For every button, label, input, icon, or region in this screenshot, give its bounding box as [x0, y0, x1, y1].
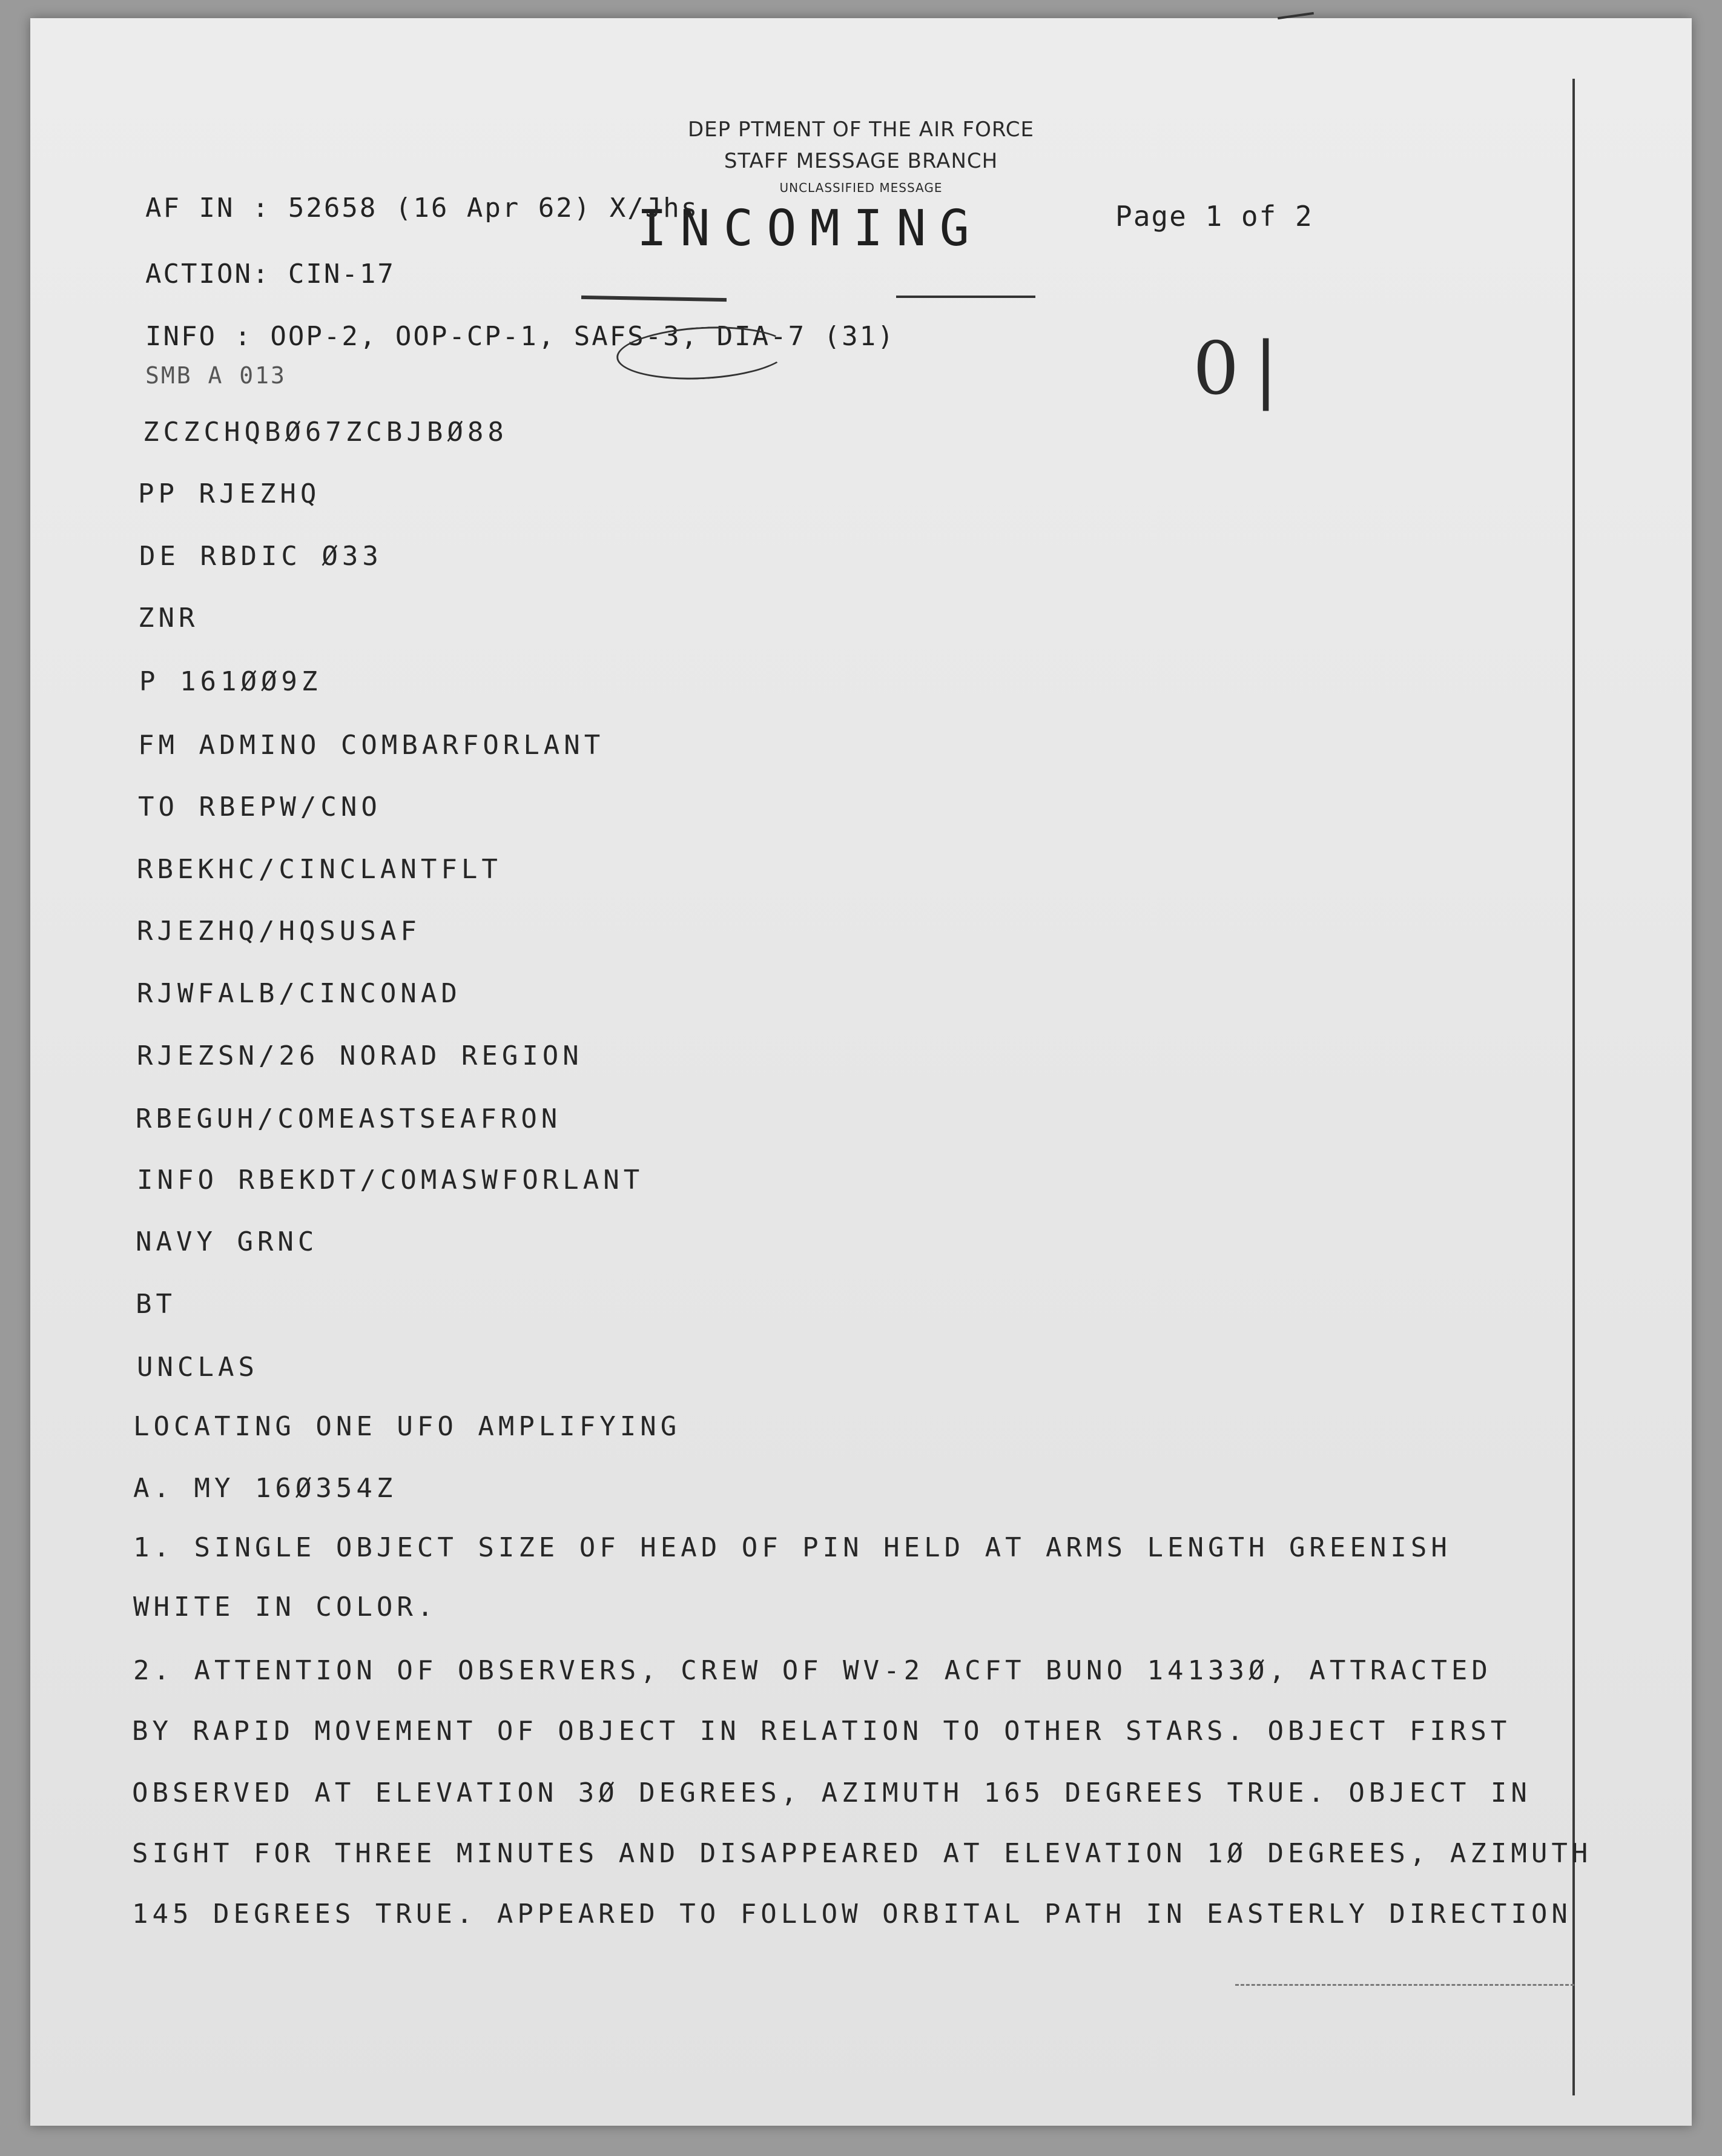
- message-line: TO RBEPW/CNO: [138, 792, 381, 822]
- message-line: DE RBDIC Ø33: [139, 541, 383, 572]
- department-heading: DEP PTMENT OF THE AIR FORCE: [687, 117, 1034, 142]
- handwritten-mark: 0|: [1193, 327, 1293, 411]
- message-line: 1. SINGLE OBJECT SIZE OF HEAD OF PIN HELD AT ARMS LENGTH GREENISH: [133, 1532, 1451, 1563]
- message-line: RJEZSN/26 NORAD REGION: [137, 1040, 583, 1071]
- af-in-reference: AF IN : 52658 (16 Apr 62) X/Jhs: [145, 193, 699, 223]
- branch-heading: STAFF MESSAGE BRANCH: [724, 149, 998, 173]
- message-line: P 161ØØ9Z: [139, 666, 322, 697]
- message-line: A. MY 16Ø354Z: [133, 1473, 397, 1504]
- message-line: RBEGUH/COMEASTSEAFRON: [136, 1103, 562, 1134]
- classification-label: UNCLASSIFIED MESSAGE: [779, 180, 943, 195]
- message-line: ZNR: [138, 603, 199, 633]
- message-line: NAVY GRNC: [136, 1226, 318, 1257]
- page-number: Page 1 of 2: [1115, 200, 1313, 233]
- message-line: PP RJEZHQ: [138, 478, 321, 509]
- message-line: 145 DEGREES TRUE. APPEARED TO FOLLOW ORBITAL PATH IN EASTERLY DIRECTION: [132, 1899, 1572, 1929]
- scan-border: [0, 0, 1722, 18]
- message-line: WHITE IN COLOR.: [133, 1592, 438, 1622]
- message-line: OBSERVED AT ELEVATION 3Ø DEGREES, AZIMUTH 165 DEGREES TRUE. OBJECT IN: [132, 1777, 1531, 1808]
- message-line: FM ADMINO COMBARFORLANT: [138, 730, 605, 761]
- message-line: INFO RBEKDT/COMASWFORLANT: [137, 1165, 644, 1195]
- message-line: RJWFALB/CINCONAD: [137, 978, 461, 1009]
- footer-rule: [1235, 1984, 1574, 1986]
- incoming-title: INCOMING: [637, 200, 983, 257]
- message-line: LOCATING ONE UFO AMPLIFYING: [133, 1411, 681, 1442]
- info-line: INFO : OOP-2, OOP-CP-1, SAFS-3, DIA-7 (31): [145, 321, 896, 352]
- message-line: RBEKHC/CINCLANTFLT: [137, 854, 502, 885]
- message-line: BT: [136, 1289, 176, 1320]
- message-line: SIGHT FOR THREE MINUTES AND DISAPPEARED AT ELEVATION 1Ø DEGREES, AZIMUTH: [132, 1838, 1592, 1869]
- message-line: BY RAPID MOVEMENT OF OBJECT IN RELATION TO OTHER STARS. OBJECT FIRST: [132, 1716, 1511, 1747]
- message-line: ZCZCHQBØ67ZCBJBØ88: [143, 417, 508, 448]
- action-line: ACTION: CIN-17: [145, 259, 395, 289]
- message-line: RJEZHQ/HQSUSAF: [137, 916, 421, 947]
- pen-stroke: [896, 296, 1035, 298]
- message-line: UNCLAS: [137, 1352, 259, 1383]
- smb-line: SMB A 013: [145, 362, 286, 389]
- margin-rule: [1572, 79, 1575, 2095]
- message-line: 2. ATTENTION OF OBSERVERS, CREW OF WV-2 ACFT BUNO 14133Ø, ATTRACTED: [133, 1655, 1492, 1686]
